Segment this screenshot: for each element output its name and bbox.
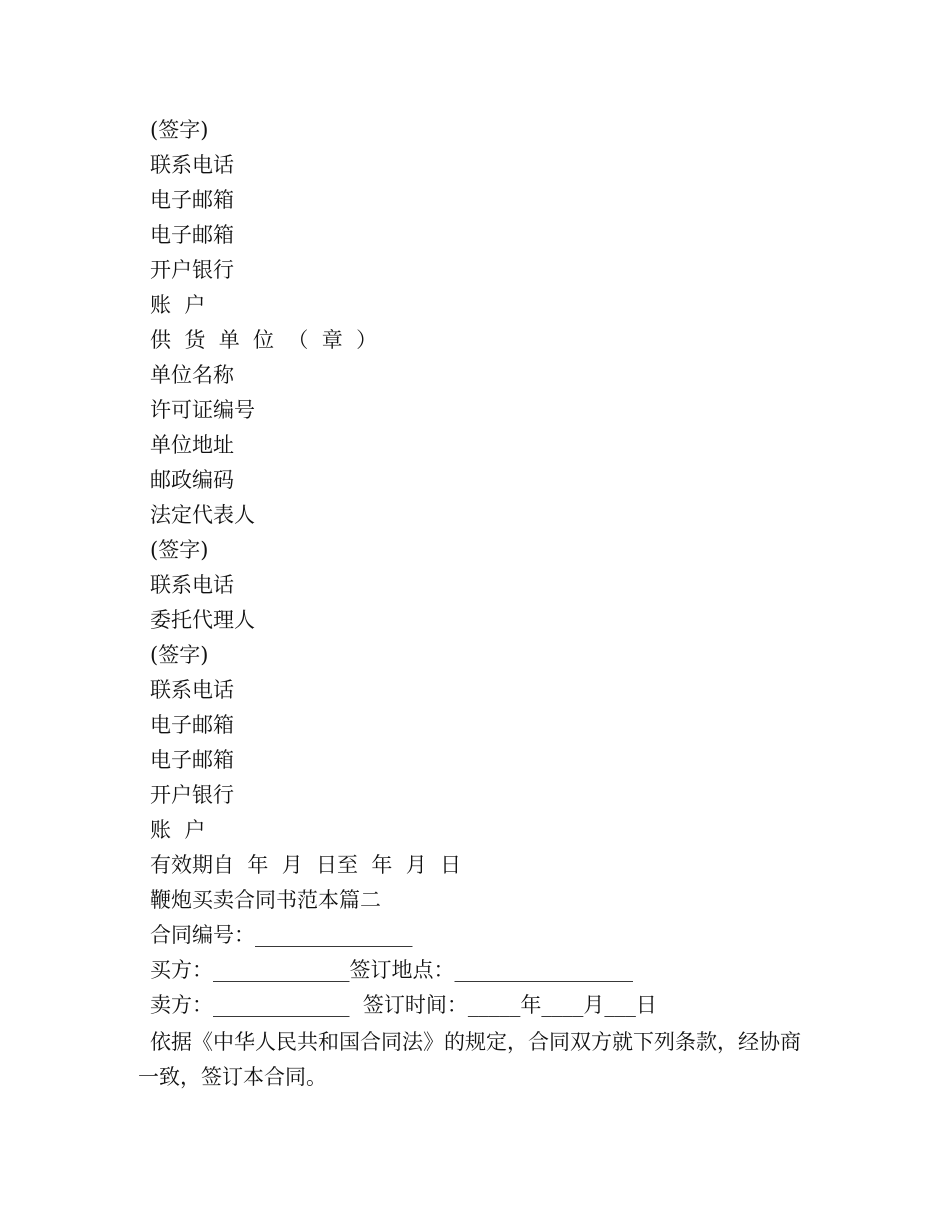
email-label: 电子邮箱 (150, 748, 234, 772)
postal-code-label: 邮政编码 (150, 468, 234, 492)
license-number-label: 许可证编号 (150, 398, 255, 422)
section-title: 鞭炮买卖合同书范本篇二 (150, 888, 381, 912)
seller-line: 卖方：_____________ 签订时间：_____年____月___日 (150, 993, 657, 1017)
signature-label: (签字) (150, 643, 209, 667)
validity-period: 有效期自 年 月 日至 年 月 日 (150, 853, 462, 877)
legal-representative-label: 法定代表人 (150, 503, 255, 527)
agent-label: 委托代理人 (150, 608, 255, 632)
email-label: 电子邮箱 (150, 223, 234, 247)
contract-number-line: 合同编号：_______________ (150, 923, 413, 947)
phone-label: 联系电话 (150, 573, 234, 597)
unit-name-label: 单位名称 (150, 363, 234, 387)
account-label: 账 户 (150, 818, 206, 842)
unit-address-label: 单位地址 (150, 433, 234, 457)
supplier-seal-heading: 供 货 单 位 （ 章 ） (150, 328, 378, 352)
signature-label: (签字) (150, 538, 209, 562)
account-label: 账 户 (150, 293, 206, 317)
phone-label: 联系电话 (150, 678, 234, 702)
bank-label: 开户银行 (150, 258, 234, 282)
contract-lines (150, 113, 830, 1023)
signature-label: (签字) (150, 118, 209, 142)
bank-label: 开户银行 (150, 783, 234, 807)
intro-paragraph: 依据《中华人民共和国合同法》的规定，合同双方就下列条款，经协商一致，签订本合同。 (138, 1030, 801, 1089)
buyer-line: 买方：_____________签订地点：_________________ (150, 958, 633, 982)
email-label: 电子邮箱 (150, 188, 234, 212)
email-label: 电子邮箱 (150, 713, 234, 737)
phone-label: 联系电话 (150, 153, 234, 177)
